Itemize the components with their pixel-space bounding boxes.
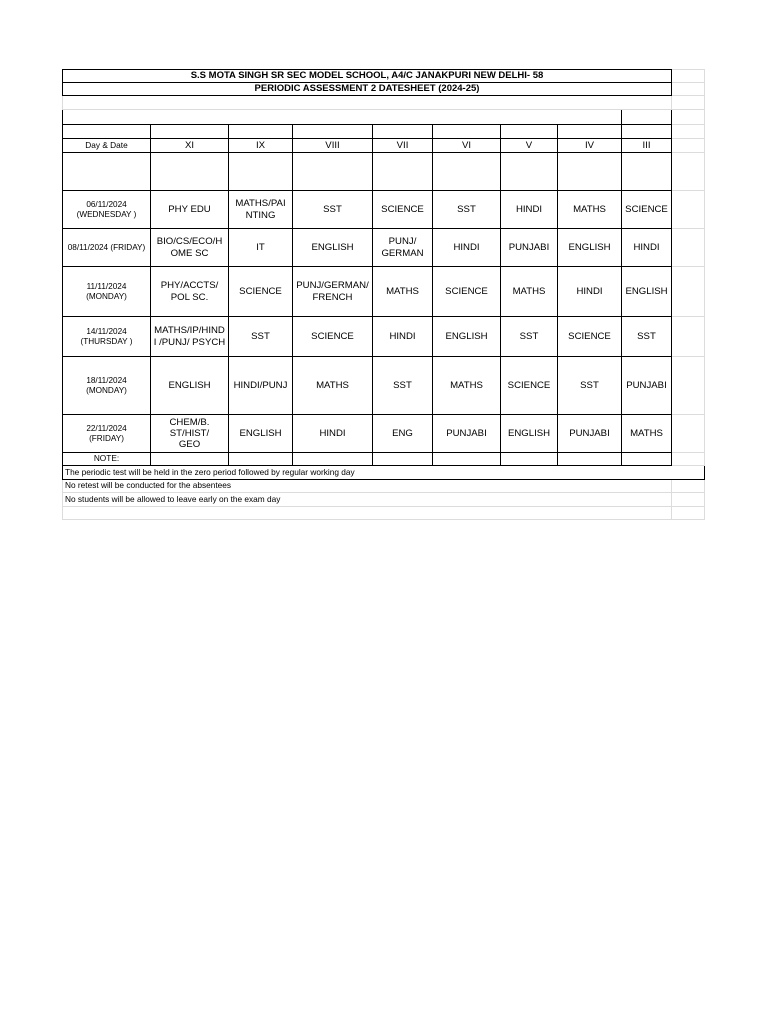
subject-cell: PUNJABI xyxy=(433,415,501,453)
subject-cell: MATHS xyxy=(433,357,501,415)
class-header: VI xyxy=(433,139,501,153)
subject-cell: SST xyxy=(622,317,672,357)
subject-cell: HINDI xyxy=(622,229,672,267)
table-row xyxy=(63,317,705,357)
table-row xyxy=(63,191,705,229)
class-header: XI xyxy=(151,139,229,153)
note-line: The periodic test will be held in the zero period followed by regular working day xyxy=(63,466,705,480)
exam-date: 11/11/2024 (MONDAY) xyxy=(63,267,151,317)
class-header: VII xyxy=(373,139,433,153)
subject-cell: SST xyxy=(373,357,433,415)
subject-cell: MATHS xyxy=(373,267,433,317)
subject-cell: SCIENCE xyxy=(373,191,433,229)
subject-cell: PUNJ/ GERMAN xyxy=(373,229,433,267)
table-row xyxy=(63,229,705,267)
subject-cell: SCIENCE xyxy=(558,317,622,357)
subject-cell: ENGLISH xyxy=(558,229,622,267)
subject-cell: PHY EDU xyxy=(151,191,229,229)
table-row xyxy=(63,415,705,453)
school-name: S.S MOTA SINGH SR SEC MODEL SCHOOL, A4/C JANAKPURI NEW DELHI- 58 xyxy=(63,70,672,83)
subject-cell: ENGLISH xyxy=(433,317,501,357)
subject-cell: SCIENCE xyxy=(501,357,558,415)
subject-cell: PUNJABI xyxy=(558,415,622,453)
subject-cell: MATHS xyxy=(501,267,558,317)
subject-cell: HINDI xyxy=(433,229,501,267)
subject-cell: SST xyxy=(558,357,622,415)
class-header-row xyxy=(63,139,705,153)
page-title: PERIODIC ASSESSMENT 2 DATESHEET (2024-25) xyxy=(63,83,672,96)
subject-cell: MATHS xyxy=(622,415,672,453)
table-row xyxy=(63,267,705,317)
class-header: III xyxy=(622,139,672,153)
subject-cell: MATHS/IP/HIND I /PUNJ/ PSYCH xyxy=(151,317,229,357)
subject-cell: ENGLISH xyxy=(151,357,229,415)
exam-date: 06/11/2024 (WEDNESDAY ) xyxy=(63,191,151,229)
exam-date: 18/11/2024 (MONDAY) xyxy=(63,357,151,415)
subject-cell: MATHS xyxy=(558,191,622,229)
exam-date: 14/11/2024 (THURSDAY ) xyxy=(63,317,151,357)
class-header: V xyxy=(501,139,558,153)
class-header: VIII xyxy=(293,139,373,153)
note-label: NOTE: xyxy=(63,453,151,466)
note-line: No students will be allowed to leave early on the exam day xyxy=(63,493,672,507)
subject-cell: BIO/CS/ECO/H OME SC xyxy=(151,229,229,267)
class-header: IX xyxy=(229,139,293,153)
subject-cell: SST xyxy=(293,191,373,229)
subject-cell: PHY/ACCTS/ POL SC. xyxy=(151,267,229,317)
subject-cell: IT xyxy=(229,229,293,267)
subject-cell: ENGLISH xyxy=(229,415,293,453)
note-line: No retest will be conducted for the absentees xyxy=(63,480,672,493)
exam-date: 08/11/2024 (FRIDAY) xyxy=(63,229,151,267)
subject-cell: ENGLISH xyxy=(622,267,672,317)
subject-cell: SST xyxy=(433,191,501,229)
subject-cell: SCIENCE xyxy=(622,191,672,229)
subject-cell: SCIENCE xyxy=(433,267,501,317)
subject-cell: ENG xyxy=(373,415,433,453)
subject-cell: HINDI/PUNJ xyxy=(229,357,293,415)
subject-cell: PUNJ/GERMAN/ FRENCH xyxy=(293,267,373,317)
class-header: IV xyxy=(558,139,622,153)
subject-cell: PUNJABI xyxy=(622,357,672,415)
subject-cell: CHEM/B. ST/HIST/ GEO xyxy=(151,415,229,453)
subject-cell: MATHS xyxy=(293,357,373,415)
day-date-header: Day & Date xyxy=(63,139,151,153)
subject-cell: SST xyxy=(229,317,293,357)
subject-cell: PUNJABI xyxy=(501,229,558,267)
subject-cell: HINDI xyxy=(373,317,433,357)
datesheet-table xyxy=(62,69,705,520)
subject-cell: HINDI xyxy=(501,191,558,229)
subject-cell: HINDI xyxy=(293,415,373,453)
subject-cell: SCIENCE xyxy=(229,267,293,317)
subject-cell: ENGLISH xyxy=(501,415,558,453)
subject-cell: SST xyxy=(501,317,558,357)
subject-cell: HINDI xyxy=(558,267,622,317)
subject-cell: MATHS/PAI NTING xyxy=(229,191,293,229)
exam-date: 22/11/2024 (FRIDAY) xyxy=(63,415,151,453)
subject-cell: ENGLISH xyxy=(293,229,373,267)
table-row xyxy=(63,357,705,415)
subject-cell: SCIENCE xyxy=(293,317,373,357)
